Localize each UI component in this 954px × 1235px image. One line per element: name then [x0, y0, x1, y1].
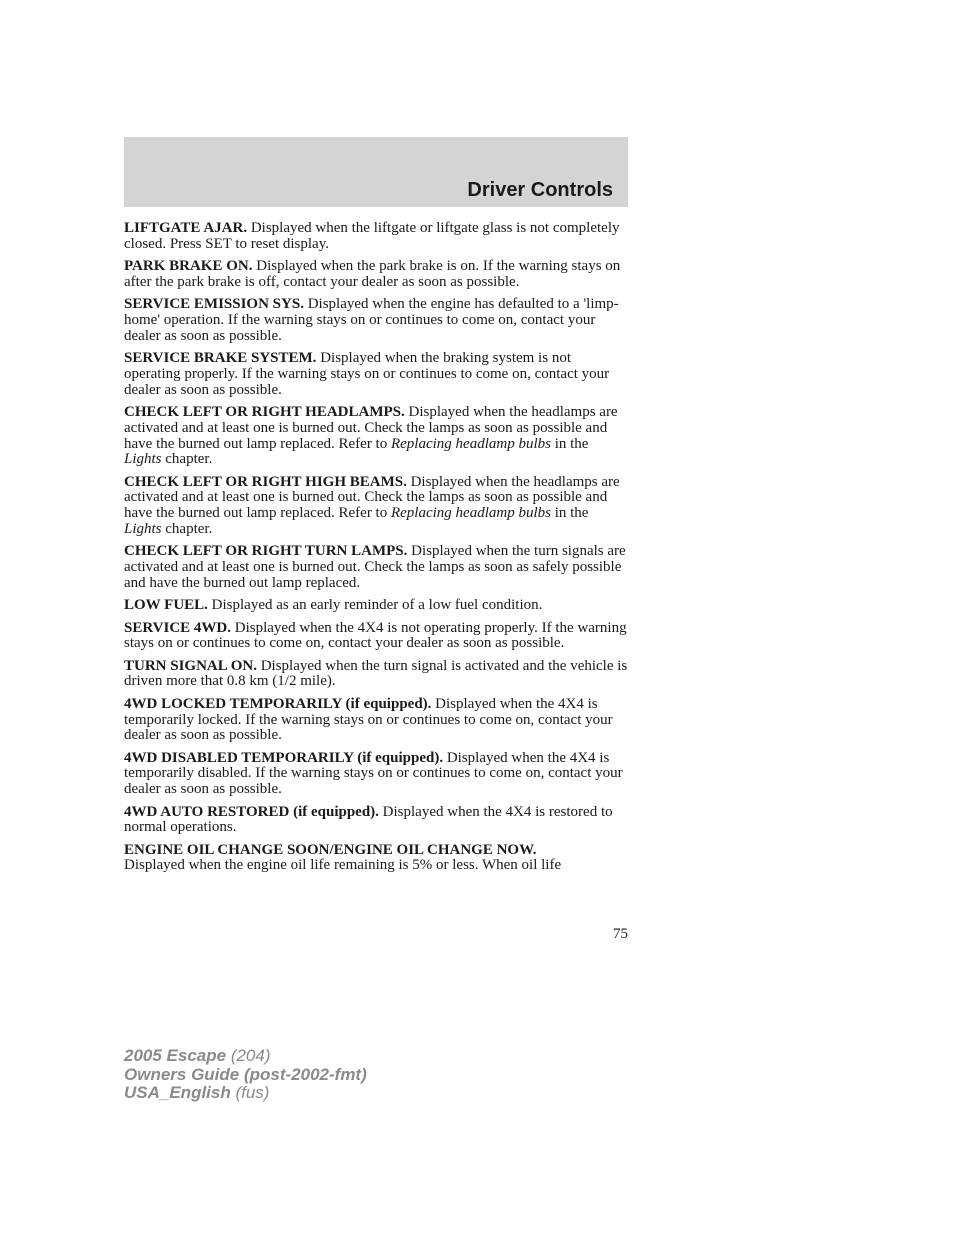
cross-reference-topic: Replacing headlamp bulbs [390, 505, 551, 522]
paragraph-check-high-beams [124, 475, 628, 538]
document-footer [124, 1047, 367, 1103]
paragraph-heading: LOW FUEL. [124, 597, 208, 614]
paragraph-text: Displayed when the engine has defaulted to a 'limp-home' operation. If the warning stays on or continues to come on, contact your dealer as soon as possible. [124, 296, 619, 344]
footer-model-code: (204) [226, 1046, 271, 1065]
footer-line-vehicle [124, 1047, 367, 1066]
paragraph-text: chapter. [161, 521, 213, 538]
paragraph-text: chapter. [161, 451, 213, 468]
paragraph-4wd-disabled-temporarily [124, 751, 628, 798]
cross-reference-topic: Replacing headlamp bulbs [390, 435, 551, 452]
paragraph-4wd-locked-temporarily [124, 697, 628, 744]
cross-reference-chapter: Lights [124, 521, 162, 538]
paragraph-heading: 4WD DISABLED TEMPORARILY (if equipped). [124, 749, 444, 766]
paragraph-heading: SERVICE EMISSION SYS. [124, 296, 304, 313]
paragraph-text: Displayed when the liftgate or liftgate glass is not completely closed. Press SET to reset display. [124, 220, 620, 252]
paragraph-text: Displayed when the 4X4 is not operating properly. If the warning stays on or continues to come on, contact your dealer as soon as possible. [124, 619, 627, 652]
paragraph-heading: CHECK LEFT OR RIGHT HIGH BEAMS. [124, 473, 407, 490]
paragraph-heading: CHECK LEFT OR RIGHT HEADLAMPS. [124, 403, 405, 420]
paragraph-heading: PARK BRAKE ON. [124, 258, 253, 275]
paragraph-4wd-auto-restored [124, 805, 628, 837]
paragraph-text: Displayed when the 4X4 is temporarily locked. If the warning stays on or continues to come on, contact your dealer as soon as possible. [124, 695, 613, 744]
paragraph-check-turn-lamps [124, 544, 628, 591]
page-number: 75 [613, 926, 628, 942]
paragraph-low-fuel [124, 598, 628, 614]
paragraph-heading: 4WD LOCKED TEMPORARILY (if equipped). [124, 695, 432, 712]
paragraph-turn-signal-on [124, 659, 628, 691]
footer-line-guide [124, 1066, 367, 1085]
paragraph-heading: 4WD AUTO RESTORED (if equipped). [124, 803, 379, 820]
footer-language: USA_English [124, 1083, 231, 1102]
paragraph-text: in the [550, 435, 589, 452]
paragraph-service-4wd [124, 621, 628, 653]
paragraph-engine-oil-change [124, 843, 628, 875]
paragraph-text: Displayed when the headlamps are activated and at least one is burned out. Check the lamps as soon as possible and have the burned out lamp replaced. Refer to [124, 403, 618, 452]
paragraph-heading: SERVICE 4WD. [124, 619, 231, 636]
footer-line-language [124, 1084, 367, 1103]
paragraph-text: Displayed when the 4X4 is restored to normal operations. [124, 803, 613, 836]
paragraph-text: Displayed when the braking system is not operating properly. If the warning stays on or continues to come on, contact your dealer as soon as possible. [124, 350, 610, 398]
paragraph-heading: TURN SIGNAL ON. [124, 657, 257, 674]
paragraph-text: Displayed when the 4X4 is temporarily disabled. If the warning stays on or continues to come on, contact your dealer as soon as possible. [124, 749, 623, 798]
paragraph-text: Displayed when the engine oil life remaining is 5% or less. When oil life [124, 857, 562, 874]
footer-model: 2005 Escape [124, 1046, 227, 1065]
paragraph-text: Displayed when the turn signals are activated and at least one is burned out. Check the lamps as soon as safely possible and have the burned out lamp replaced. [124, 543, 626, 591]
page-content [124, 221, 628, 881]
paragraph-heading: LIFTGATE AJAR. [124, 220, 248, 236]
paragraph-text: in the [550, 505, 589, 522]
paragraph-service-emission-sys [124, 297, 628, 344]
paragraph-text: Displayed when the park brake is on. If the warning stays on after the park brake is off, contact your dealer as soon as possible. [124, 258, 621, 290]
section-header-band [124, 137, 628, 207]
footer-language-code: (fus) [230, 1083, 270, 1102]
paragraph-liftgate-ajar [124, 221, 628, 253]
paragraph-park-brake-on [124, 259, 628, 291]
section-title: Driver Controls [467, 179, 613, 201]
cross-reference-chapter: Lights [124, 451, 162, 468]
paragraph-heading: CHECK LEFT OR RIGHT TURN LAMPS. [124, 543, 408, 560]
paragraph-heading: SERVICE BRAKE SYSTEM. [124, 350, 317, 367]
paragraph-service-brake-system [124, 351, 628, 398]
paragraph-check-headlamps [124, 405, 628, 468]
paragraph-text: Displayed when the headlamps are activated and at least one is burned out. Check the lamps as soon as possible and have the burned out lamp replaced. Refer to [124, 473, 620, 522]
paragraph-heading: ENGINE OIL CHANGE SOON/ENGINE OIL CHANGE NOW. [124, 841, 537, 858]
footer-guide-name: Owners Guide (post-2002-fmt) [124, 1064, 367, 1084]
paragraph-text: Displayed when the turn signal is activated and the vehicle is driven more that 0.8 km (1/2 mile). [124, 657, 628, 690]
paragraph-text: Displayed as an early reminder of a low fuel condition. [207, 597, 543, 614]
